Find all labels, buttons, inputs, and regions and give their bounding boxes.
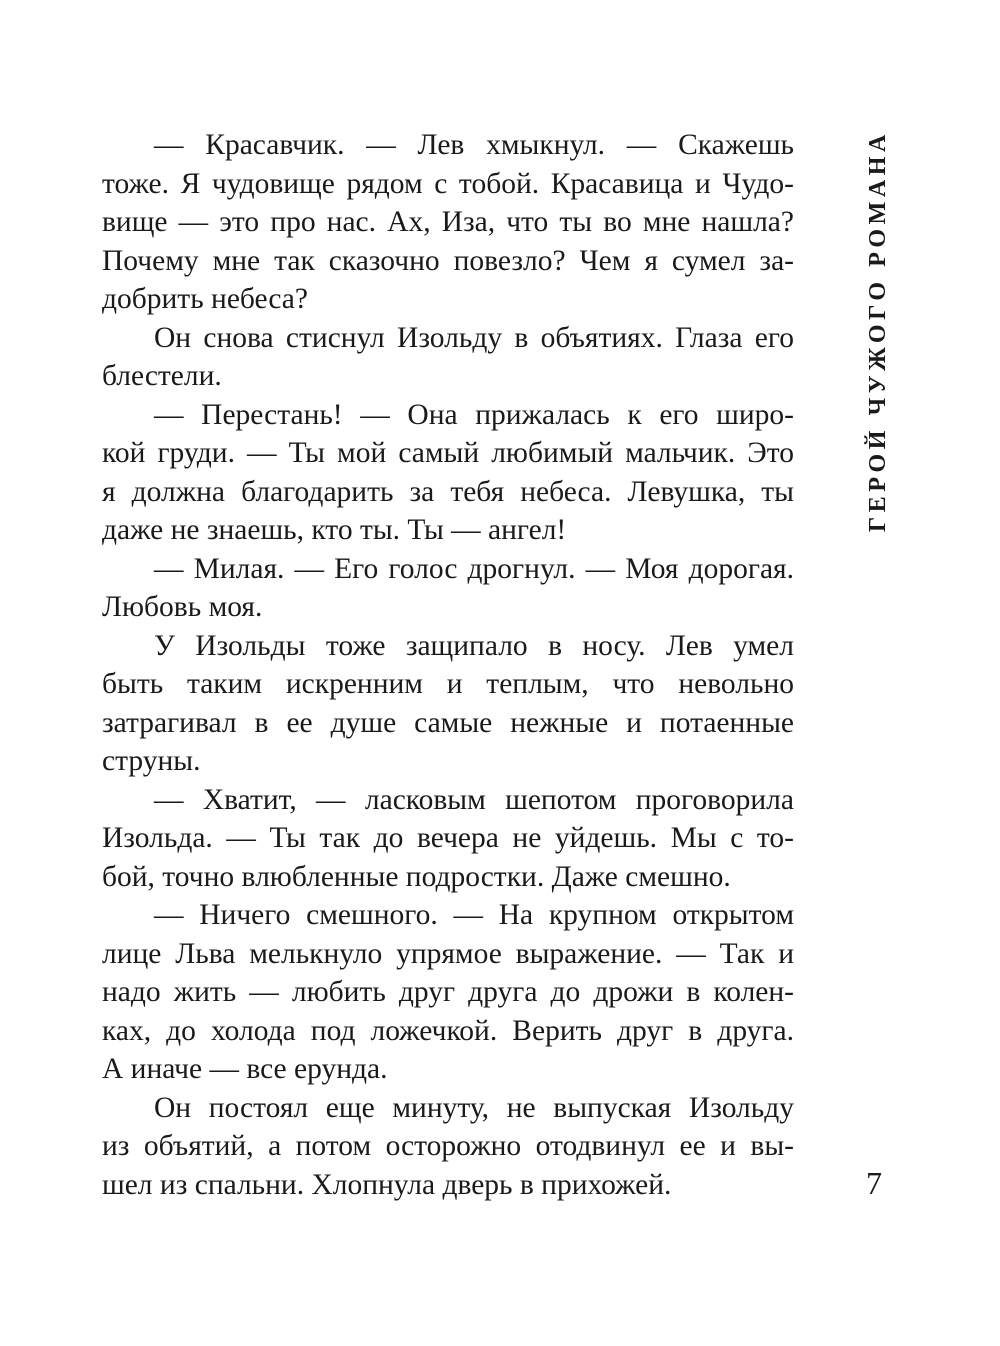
text-line: У Изольды тоже защипало в носу. Лев умел [154, 629, 794, 662]
text-line: тоже. Я чудовище рядом с тобой. Красавица и Чудо- [102, 167, 794, 200]
text-line: затрагивал в ее душе самые нежные и потаенные [102, 706, 794, 739]
text-line: кой груди. — Ты мой самый любимый мальчик. Это [102, 437, 794, 469]
paragraph [102, 126, 794, 319]
paragraph [102, 319, 794, 396]
paragraph [102, 396, 794, 550]
text-line: — Хватит, — ласковым шепотом проговорила [154, 783, 794, 816]
text-line: Изольда. — Ты так до вечера не уйдешь. Мы с то- [102, 822, 794, 854]
text-line: Он снова стиснул Изольду в объятиях. Глаза его [154, 321, 794, 354]
text-line: ках, до холода под ложечкой. Верить друг в друга. [102, 1014, 794, 1047]
paragraph [102, 1089, 794, 1205]
text-line: вище — это про нас. Ах, Иза, что ты во мне нашла? [102, 206, 794, 238]
page-number: 7 [866, 1165, 882, 1201]
text-line: даже не знаешь, кто ты. Ты — ангел! [102, 514, 567, 546]
text-line: блестели. [102, 360, 222, 392]
text-line: лице Льва мелькнуло упрямое выражение. — Так и [102, 937, 794, 970]
text-line: я должна благодарить за тебя небеса. Левушка, ты [102, 475, 794, 508]
text-line: — Красавчик. — Лев хмыкнул. — Скажешь [154, 129, 794, 161]
text-line: надо жить — любить друг друга до дрожи в колен- [102, 976, 794, 1008]
text-line: — Ничего смешного. — На крупном открытом [154, 899, 794, 931]
paragraph [102, 896, 794, 1089]
text-line: — Перестань! — Она прижалась к его широ- [154, 398, 794, 431]
paragraph [102, 781, 794, 897]
body-text [102, 126, 794, 1204]
running-head [862, 130, 894, 540]
text-line: — Милая. — Его голос дрогнул. — Моя дорогая. [154, 552, 794, 585]
text-line: Любовь моя. [102, 591, 263, 623]
text-line: добрить небеса? [102, 283, 308, 315]
text-line: струны. [102, 745, 201, 777]
text-line: из объятий, а потом осторожно отодвинул ее и вы- [102, 1130, 794, 1162]
text-line: Почему мне так сказочно повезло? Чем я сумел за- [102, 244, 794, 277]
paragraph [102, 550, 794, 627]
running-head-title: ГЕРОЙ ЧУЖОГО РОМАНА [865, 130, 891, 533]
text-line: Он постоял еще минуту, не выпуская Изольду [154, 1091, 794, 1124]
text-line: бой, точно влюбленные подростки. Даже смешно. [102, 860, 731, 893]
text-line: шел из спальни. Хлопнула дверь в прихожей. [102, 1168, 672, 1201]
text-line: А иначе — все ерунда. [102, 1053, 388, 1085]
paragraph [102, 627, 794, 781]
text-line: быть таким искренним и теплым, что невольно [102, 668, 794, 700]
